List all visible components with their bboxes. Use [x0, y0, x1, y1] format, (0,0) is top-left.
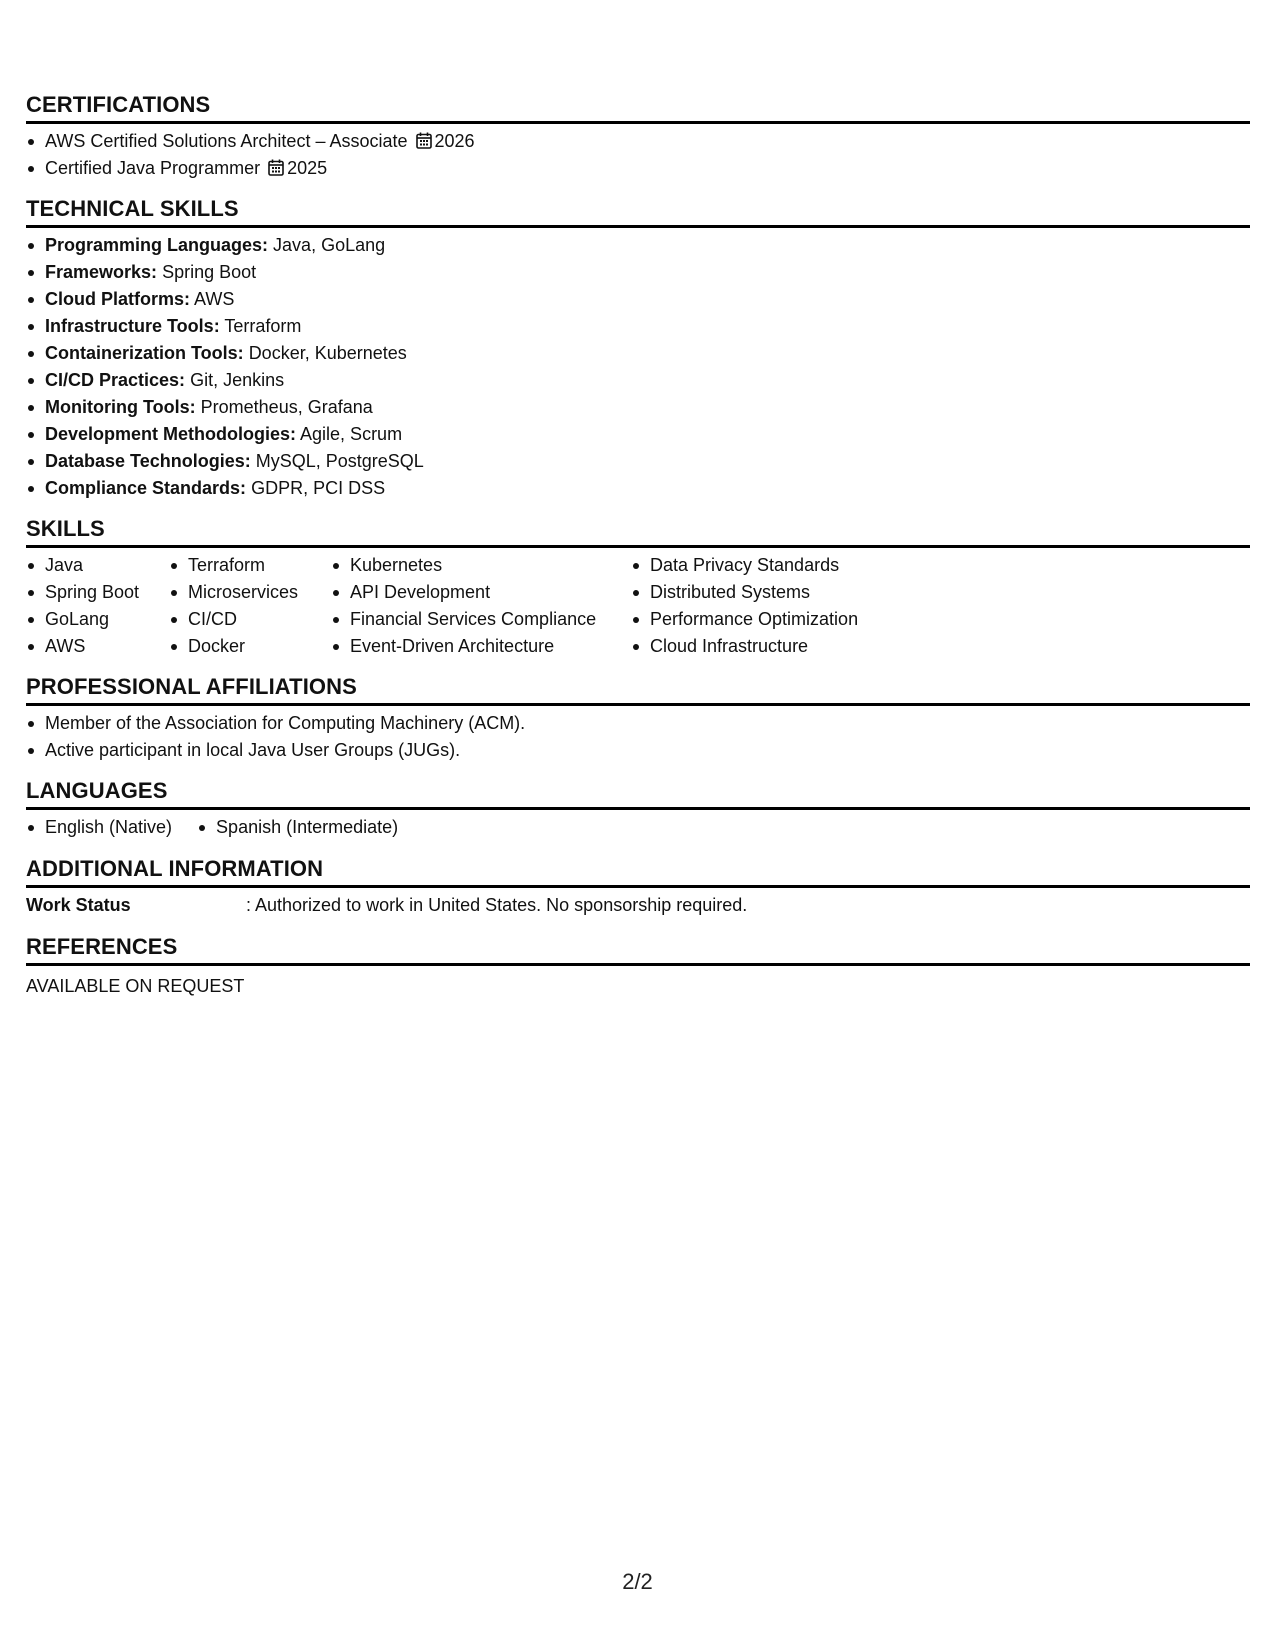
list-item: Terraform	[169, 552, 331, 579]
work-status-row	[26, 892, 1250, 919]
list-item	[26, 340, 1250, 367]
work-status-label: Work Status	[26, 895, 131, 915]
section-title: REFERENCES	[26, 934, 1250, 966]
skill-value: Agile, Scrum	[300, 424, 403, 444]
certification-year: 2025	[287, 158, 328, 178]
certification-year: 2026	[434, 131, 475, 151]
section-title: PROFESSIONAL AFFILIATIONS	[26, 674, 1250, 706]
list-item	[26, 421, 1250, 448]
list-item	[26, 232, 1250, 259]
skill-label: Programming Languages:	[45, 235, 269, 255]
list-item: Member of the Association for Computing Machinery (ACM).	[26, 710, 1250, 737]
list-item: Distributed Systems	[631, 579, 911, 606]
skill-value: Spring Boot	[162, 262, 257, 282]
affiliations-section	[26, 674, 1250, 764]
skill-label: Database Technologies:	[45, 451, 251, 471]
list-item: AWS	[26, 633, 169, 660]
skill-label: Cloud Platforms:	[45, 289, 191, 309]
list-item	[26, 475, 1250, 502]
skills-column	[331, 552, 631, 660]
section-title: CERTIFICATIONS	[26, 92, 1250, 124]
list-item: API Development	[331, 579, 631, 606]
calendar-icon	[268, 159, 284, 176]
work-status-value: : Authorized to work in United States. No sponsorship required.	[246, 895, 748, 915]
section-title: ADDITIONAL INFORMATION	[26, 856, 1250, 888]
list-item: Java	[26, 552, 169, 579]
skill-label: CI/CD Practices:	[45, 370, 186, 390]
skill-label: Frameworks:	[45, 262, 158, 282]
list-item: Performance Optimization	[631, 606, 911, 633]
technical-skills-list	[26, 232, 1250, 502]
skill-value: Terraform	[224, 316, 302, 336]
section-title: SKILLS	[26, 516, 1250, 548]
list-item: Kubernetes	[331, 552, 631, 579]
skill-label: Monitoring Tools:	[45, 397, 196, 417]
list-item	[26, 286, 1250, 313]
list-item	[26, 128, 1250, 155]
list-item: Docker	[169, 633, 331, 660]
additional-info-section	[26, 856, 1250, 919]
skill-value: AWS	[194, 289, 235, 309]
skill-label: Development Methodologies:	[45, 424, 297, 444]
list-item: Microservices	[169, 579, 331, 606]
section-title: TECHNICAL SKILLS	[26, 196, 1250, 228]
list-item	[26, 367, 1250, 394]
section-title: LANGUAGES	[26, 778, 1250, 810]
languages-section	[26, 778, 1250, 841]
list-item: English (Native)	[26, 814, 172, 841]
skills-column	[169, 552, 331, 660]
skills-column	[631, 552, 911, 660]
skill-label: Containerization Tools:	[45, 343, 244, 363]
list-item	[26, 394, 1250, 421]
certifications-list	[26, 128, 1250, 182]
list-item: Event-Driven Architecture	[331, 633, 631, 660]
calendar-icon	[416, 132, 432, 149]
list-item: Cloud Infrastructure	[631, 633, 911, 660]
list-item	[26, 155, 1250, 182]
page-number: 2/2	[622, 1569, 653, 1594]
skills-grid	[26, 552, 1250, 660]
skills-section	[26, 516, 1250, 660]
skill-value: Git, Jenkins	[190, 370, 285, 390]
skills-column	[26, 552, 169, 660]
skill-value: Prometheus, Grafana	[200, 397, 373, 417]
skill-value: GDPR, PCI DSS	[251, 478, 386, 498]
list-item	[26, 259, 1250, 286]
list-item: CI/CD	[169, 606, 331, 633]
affiliations-list	[26, 710, 1250, 764]
certifications-section	[26, 92, 1250, 182]
list-item: Spring Boot	[26, 579, 169, 606]
references-section	[26, 934, 1250, 1000]
skill-label: Compliance Standards:	[45, 478, 247, 498]
certification-name: AWS Certified Solutions Architect – Associate	[45, 131, 408, 151]
list-item: Financial Services Compliance	[331, 606, 631, 633]
list-item: Active participant in local Java User Groups (JUGs).	[26, 737, 1250, 764]
list-item: Spanish (Intermediate)	[197, 814, 398, 841]
list-item: GoLang	[26, 606, 169, 633]
list-item: Data Privacy Standards	[631, 552, 911, 579]
list-item	[26, 448, 1250, 475]
resume-page	[26, 92, 1250, 1000]
skill-label: Infrastructure Tools:	[45, 316, 220, 336]
list-item	[26, 313, 1250, 340]
certification-name: Certified Java Programmer	[45, 158, 261, 178]
references-text: AVAILABLE ON REQUEST	[26, 976, 245, 996]
skill-value: Java, GoLang	[273, 235, 386, 255]
skill-value: MySQL, PostgreSQL	[255, 451, 424, 471]
skill-value: Docker, Kubernetes	[248, 343, 407, 363]
technical-skills-section	[26, 196, 1250, 502]
languages-list	[26, 814, 1250, 841]
